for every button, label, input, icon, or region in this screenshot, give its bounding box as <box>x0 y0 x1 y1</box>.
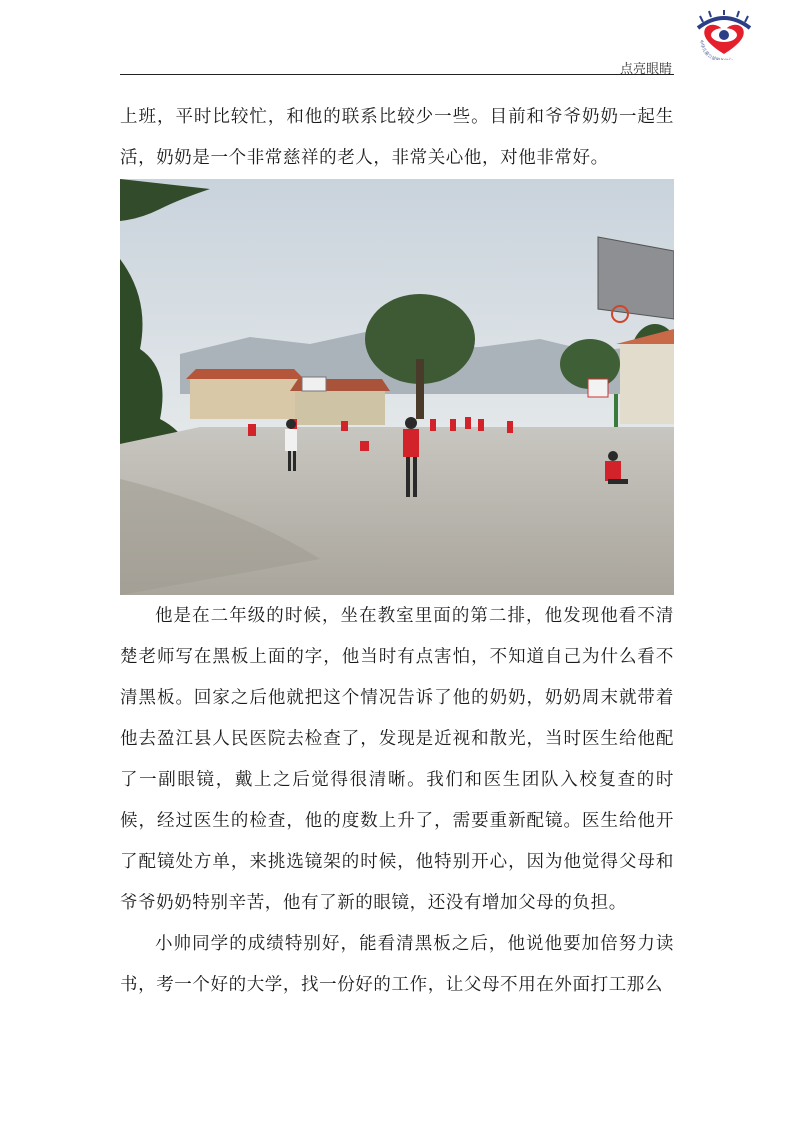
bottom-text-block <box>120 596 674 1006</box>
header-divider <box>120 74 674 75</box>
logo-arc-text: 中华儿童公益 <box>697 39 717 60</box>
top-text-block <box>120 97 674 179</box>
eye-heart-logo <box>694 10 754 60</box>
schoolyard-photo <box>120 179 674 595</box>
paragraph: 上班，平时比较忙，和他的联系比较少一些。目前和爷爷奶奶一起生活，奶奶是一个非常慈祥的老人，非常关心他，对他非常好。 <box>120 107 674 168</box>
paragraph: 小帅同学的成绩特别好，能看清黑板之后，他说他要加倍努力读书，考一个好的大学，找一份好的工作，让父母不用在外面打工那么 <box>120 934 674 995</box>
paragraph: 他是在二年级的时候，坐在教室里面的第二排，他发现他看不清楚老师写在黑板上面的字，他当时有点害怕，不知道自己为什么看不清黑板。回家之后他就把这个情况告诉了他的奶奶，奶奶周末就带着他去盈江县人民医院去检查了，发现是近视和散光，当时医生给他配了一副眼镜，戴上之后觉得很清晰。我们和医生团队入校复查的时候，经过医生的检查，他的度数上升了，需要重新配镜。医生给他开了配镜处方单，来挑选镜架的时候，他特别开心，因为他觉得父母和爷爷奶奶特别辛苦，他有了新的眼镜，还没有增加父母的负担。 <box>120 606 674 913</box>
header-title: 点亮眼睛 <box>619 62 672 77</box>
